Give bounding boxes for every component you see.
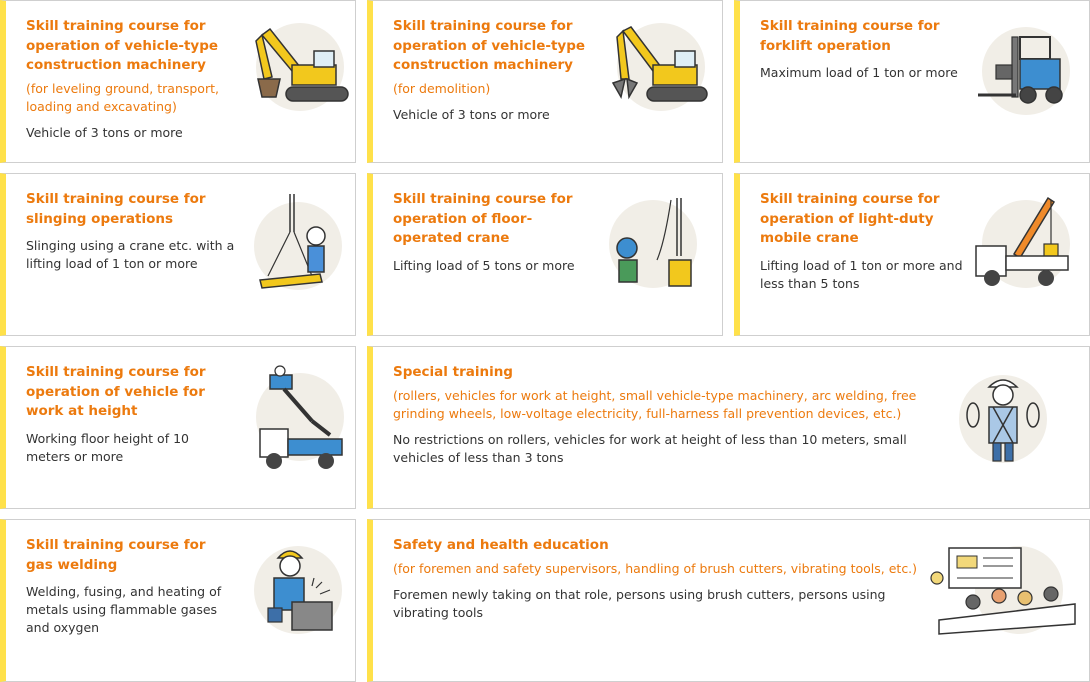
- course-card-special-training: [367, 346, 1090, 509]
- card-subtitle: (for foremen and safety supervisors, handling of brush cutters, vibrating tools, etc.): [393, 560, 918, 576]
- card-text: [393, 536, 923, 622]
- excavator-demolition-icon: [601, 21, 711, 117]
- course-card-floor-operated-crane: [367, 173, 723, 336]
- course-card-vehicle-for-work-at-height: [0, 346, 356, 509]
- card-subtitle: (for demolition): [393, 80, 491, 96]
- course-card-gas-welding: [0, 519, 356, 682]
- card-text: [760, 190, 972, 293]
- card-title: Special training: [393, 364, 513, 380]
- card-title: Safety and health education: [393, 537, 609, 553]
- card-text: [393, 190, 598, 275]
- card-description: Vehicle of 3 tons or more: [393, 106, 550, 122]
- card-title: Skill training course for operation of vehicle-type construction machinery: [393, 18, 586, 73]
- card-subtitle: (rollers, vehicles for work at height, small vehicle-type machinery, arc welding, free grinding wheels, low-voltage electricity, full-harness fall prevention devices, etc.): [393, 387, 917, 421]
- card-description: Working floor height of 10 meters or more: [26, 430, 189, 464]
- card-text: [26, 190, 238, 273]
- course-card-light-duty-mobile-crane: [734, 173, 1090, 336]
- card-subtitle: (for leveling ground, transport, loading and excavating): [26, 80, 219, 114]
- card-description: Welding, fusing, and heating of metals using flammable gases and oxygen: [26, 584, 222, 635]
- card-description: Foremen newly taking on that role, persons using brush cutters, persons using vibrating tools: [393, 586, 886, 620]
- gas-welder-icon: [246, 542, 346, 638]
- card-text: [393, 17, 598, 124]
- card-text: [26, 536, 231, 637]
- course-card-slinging: [0, 173, 356, 336]
- card-description: Lifting load of 5 tons or more: [393, 257, 575, 273]
- card-title: Skill training course for operation of vehicle-type construction machinery: [26, 18, 219, 73]
- floor-crane-operator-icon: [607, 196, 707, 292]
- course-card-construction-machinery-excavating: [0, 0, 356, 163]
- card-text: [760, 17, 965, 82]
- course-card-construction-machinery-demolition: [367, 0, 723, 163]
- card-description: No restrictions on rollers, vehicles for work at height of less than 10 meters, small vehicles of less than 3 tons: [393, 431, 907, 465]
- harness-worker-icon: [953, 369, 1053, 469]
- card-title: Skill training course for operation of light-duty mobile crane: [760, 191, 940, 246]
- card-title: Skill training course for gas welding: [26, 537, 206, 573]
- card-title: Skill training course for forklift operation: [760, 18, 940, 54]
- card-description: Maximum load of 1 ton or more: [760, 65, 958, 80]
- slinging-worker-icon: [246, 192, 346, 300]
- card-description: Slinging using a crane etc. with a lifting load of 1 ton or more: [26, 238, 235, 271]
- forklift-icon: [974, 23, 1074, 119]
- card-title: Skill training course for operation of vehicle for work at height: [26, 364, 206, 419]
- mobile-crane-truck-icon: [974, 194, 1074, 294]
- course-card-safety-health-education: [367, 519, 1090, 682]
- card-description: Vehicle of 3 tons or more: [26, 124, 183, 140]
- card-description: Lifting load of 1 ton or more and less than 5 tons: [760, 257, 963, 291]
- card-title: Skill training course for slinging operations: [26, 191, 206, 227]
- course-card-forklift: [734, 0, 1090, 163]
- card-text: [393, 363, 923, 467]
- card-title: Skill training course for operation of floor-operated crane: [393, 191, 573, 246]
- aerial-work-truck-icon: [250, 365, 350, 473]
- card-text: [26, 17, 231, 142]
- excavator-bucket-icon: [242, 21, 352, 117]
- classroom-lecture-icon: [929, 544, 1079, 640]
- card-text: [26, 363, 231, 466]
